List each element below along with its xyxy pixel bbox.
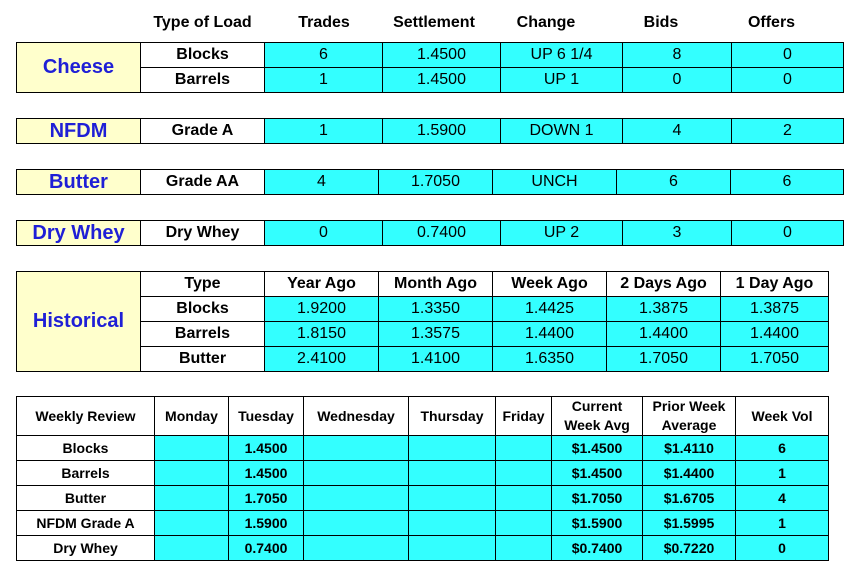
weekly-wednesday bbox=[304, 436, 409, 461]
butter-bids: 6 bbox=[617, 170, 731, 195]
butter-load: Grade AA bbox=[141, 170, 265, 195]
historical-value: 1.7050 bbox=[721, 347, 829, 372]
weekly-current-avg: $1.4500 bbox=[552, 461, 643, 486]
cheese-load-barrels: Barrels bbox=[141, 68, 265, 93]
weekly-header-prior-line1: Prior Week bbox=[652, 398, 726, 414]
butter-trades: 4 bbox=[265, 170, 379, 195]
weekly-prior-avg: $0.7220 bbox=[643, 536, 736, 561]
weekly-header-friday: Friday bbox=[496, 397, 552, 436]
butter-change: UNCH bbox=[493, 170, 617, 195]
butter-table bbox=[16, 169, 844, 195]
weekly-product: Blocks bbox=[17, 436, 155, 461]
dry-whey-offers: 0 bbox=[732, 221, 844, 246]
historical-value: 1.3875 bbox=[607, 297, 721, 322]
dry-whey-table bbox=[16, 220, 844, 246]
weekly-monday bbox=[155, 511, 229, 536]
historical-label: Historical bbox=[17, 272, 141, 372]
historical-type: Butter bbox=[141, 347, 265, 372]
weekly-vol: 4 bbox=[736, 486, 829, 511]
weekly-header-thursday: Thursday bbox=[409, 397, 496, 436]
dry-whey-bids: 3 bbox=[623, 221, 732, 246]
nfdm-offers: 2 bbox=[732, 119, 844, 144]
cheese-table bbox=[16, 42, 844, 93]
cheese-barrels-trades: 1 bbox=[265, 68, 383, 93]
cheese-blocks-trades: 6 bbox=[265, 43, 383, 68]
nfdm-change: DOWN 1 bbox=[501, 119, 623, 144]
historical-type: Barrels bbox=[141, 322, 265, 347]
weekly-review-table bbox=[16, 396, 829, 561]
weekly-vol: 1 bbox=[736, 511, 829, 536]
nfdm-label: NFDM bbox=[17, 119, 141, 144]
historical-value: 1.4425 bbox=[493, 297, 607, 322]
weekly-thursday bbox=[409, 436, 496, 461]
dry-whey-label: Dry Whey bbox=[17, 221, 141, 246]
cheese-barrels-offers: 0 bbox=[732, 68, 844, 93]
historical-table bbox=[16, 271, 829, 372]
cheese-blocks-offers: 0 bbox=[732, 43, 844, 68]
header-trades: Trades bbox=[298, 14, 350, 31]
weekly-tuesday: 1.5900 bbox=[229, 511, 304, 536]
dry-whey-change: UP 2 bbox=[501, 221, 623, 246]
weekly-monday bbox=[155, 461, 229, 486]
weekly-header-current-line2: Week Avg bbox=[564, 417, 630, 433]
weekly-header-review: Weekly Review bbox=[17, 397, 155, 436]
historical-value: 1.3575 bbox=[379, 322, 493, 347]
weekly-product: NFDM Grade A bbox=[17, 511, 155, 536]
historical-value: 1.6350 bbox=[493, 347, 607, 372]
weekly-row bbox=[17, 436, 829, 461]
weekly-tuesday: 1.7050 bbox=[229, 486, 304, 511]
weekly-wednesday bbox=[304, 461, 409, 486]
butter-settlement: 1.7050 bbox=[379, 170, 493, 195]
historical-header-type: Type bbox=[141, 272, 265, 297]
historical-value: 1.4400 bbox=[721, 322, 829, 347]
weekly-tuesday: 1.4500 bbox=[229, 436, 304, 461]
weekly-monday bbox=[155, 536, 229, 561]
weekly-monday bbox=[155, 486, 229, 511]
nfdm-trades: 1 bbox=[265, 119, 383, 144]
weekly-prior-avg: $1.4110 bbox=[643, 436, 736, 461]
weekly-row bbox=[17, 486, 829, 511]
weekly-row bbox=[17, 511, 829, 536]
cheese-label: Cheese bbox=[17, 43, 141, 93]
butter-label: Butter bbox=[17, 170, 141, 195]
weekly-thursday bbox=[409, 511, 496, 536]
weekly-header-tuesday: Tuesday bbox=[229, 397, 304, 436]
weekly-header-wednesday: Wednesday bbox=[304, 397, 409, 436]
weekly-tuesday: 1.4500 bbox=[229, 461, 304, 486]
weekly-current-avg: $1.4500 bbox=[552, 436, 643, 461]
header-offers: Offers bbox=[747, 14, 796, 31]
header-type-of-load: Type of Load bbox=[153, 14, 252, 31]
historical-header-week-ago: Week Ago bbox=[493, 272, 607, 297]
weekly-current-avg: $0.7400 bbox=[552, 536, 643, 561]
weekly-vol: 0 bbox=[736, 536, 829, 561]
weekly-thursday bbox=[409, 461, 496, 486]
historical-header-year-ago: Year Ago bbox=[265, 272, 379, 297]
weekly-product: Barrels bbox=[17, 461, 155, 486]
cheese-blocks-settlement: 1.4500 bbox=[383, 43, 501, 68]
weekly-header-monday: Monday bbox=[155, 397, 229, 436]
cheese-load-blocks: Blocks bbox=[141, 43, 265, 68]
weekly-prior-avg: $1.4400 bbox=[643, 461, 736, 486]
cheese-barrels-settlement: 1.4500 bbox=[383, 68, 501, 93]
weekly-thursday bbox=[409, 486, 496, 511]
cheese-blocks-change: UP 6 1/4 bbox=[501, 43, 623, 68]
weekly-current-avg: $1.7050 bbox=[552, 486, 643, 511]
weekly-friday bbox=[496, 511, 552, 536]
weekly-vol: 1 bbox=[736, 461, 829, 486]
weekly-tuesday: 0.7400 bbox=[229, 536, 304, 561]
weekly-header-current-line1: Current bbox=[571, 398, 623, 414]
historical-header-1-day-ago: 1 Day Ago bbox=[721, 272, 829, 297]
weekly-header-prior-line2: Average bbox=[661, 417, 717, 433]
weekly-header-current-week-avg bbox=[552, 397, 643, 436]
weekly-vol: 6 bbox=[736, 436, 829, 461]
dry-whey-trades: 0 bbox=[265, 221, 383, 246]
historical-value: 1.4400 bbox=[493, 322, 607, 347]
historical-value: 1.3350 bbox=[379, 297, 493, 322]
dry-whey-load: Dry Whey bbox=[141, 221, 265, 246]
weekly-header-prior-week-average bbox=[643, 397, 736, 436]
historical-type: Blocks bbox=[141, 297, 265, 322]
historical-value: 1.4100 bbox=[379, 347, 493, 372]
nfdm-load: Grade A bbox=[141, 119, 265, 144]
header-settlement: Settlement bbox=[393, 14, 475, 31]
weekly-friday bbox=[496, 436, 552, 461]
weekly-row bbox=[17, 536, 829, 561]
weekly-prior-avg: $1.6705 bbox=[643, 486, 736, 511]
dry-whey-settlement: 0.7400 bbox=[383, 221, 501, 246]
weekly-product: Dry Whey bbox=[17, 536, 155, 561]
historical-value: 1.8150 bbox=[265, 322, 379, 347]
weekly-wednesday bbox=[304, 511, 409, 536]
cheese-barrels-change: UP 1 bbox=[501, 68, 623, 93]
weekly-header-week-vol: Week Vol bbox=[736, 397, 829, 436]
historical-value: 1.7050 bbox=[607, 347, 721, 372]
nfdm-bids: 4 bbox=[623, 119, 732, 144]
header-bids: Bids bbox=[643, 14, 679, 31]
cheese-barrels-bids: 0 bbox=[623, 68, 732, 93]
weekly-wednesday bbox=[304, 536, 409, 561]
weekly-friday bbox=[496, 536, 552, 561]
nfdm-settlement: 1.5900 bbox=[383, 119, 501, 144]
cheese-blocks-bids: 8 bbox=[623, 43, 732, 68]
historical-value: 1.9200 bbox=[265, 297, 379, 322]
historical-value: 2.4100 bbox=[265, 347, 379, 372]
weekly-row bbox=[17, 461, 829, 486]
weekly-friday bbox=[496, 461, 552, 486]
historical-value: 1.4400 bbox=[607, 322, 721, 347]
weekly-wednesday bbox=[304, 486, 409, 511]
historical-header-month-ago: Month Ago bbox=[379, 272, 493, 297]
weekly-product: Butter bbox=[17, 486, 155, 511]
header-change: Change bbox=[516, 14, 576, 31]
butter-offers: 6 bbox=[731, 170, 844, 195]
weekly-monday bbox=[155, 436, 229, 461]
weekly-thursday bbox=[409, 536, 496, 561]
weekly-current-avg: $1.5900 bbox=[552, 511, 643, 536]
historical-value: 1.3875 bbox=[721, 297, 829, 322]
historical-header-2-days-ago: 2 Days Ago bbox=[607, 272, 721, 297]
nfdm-table bbox=[16, 118, 844, 144]
weekly-friday bbox=[496, 486, 552, 511]
weekly-prior-avg: $1.5995 bbox=[643, 511, 736, 536]
